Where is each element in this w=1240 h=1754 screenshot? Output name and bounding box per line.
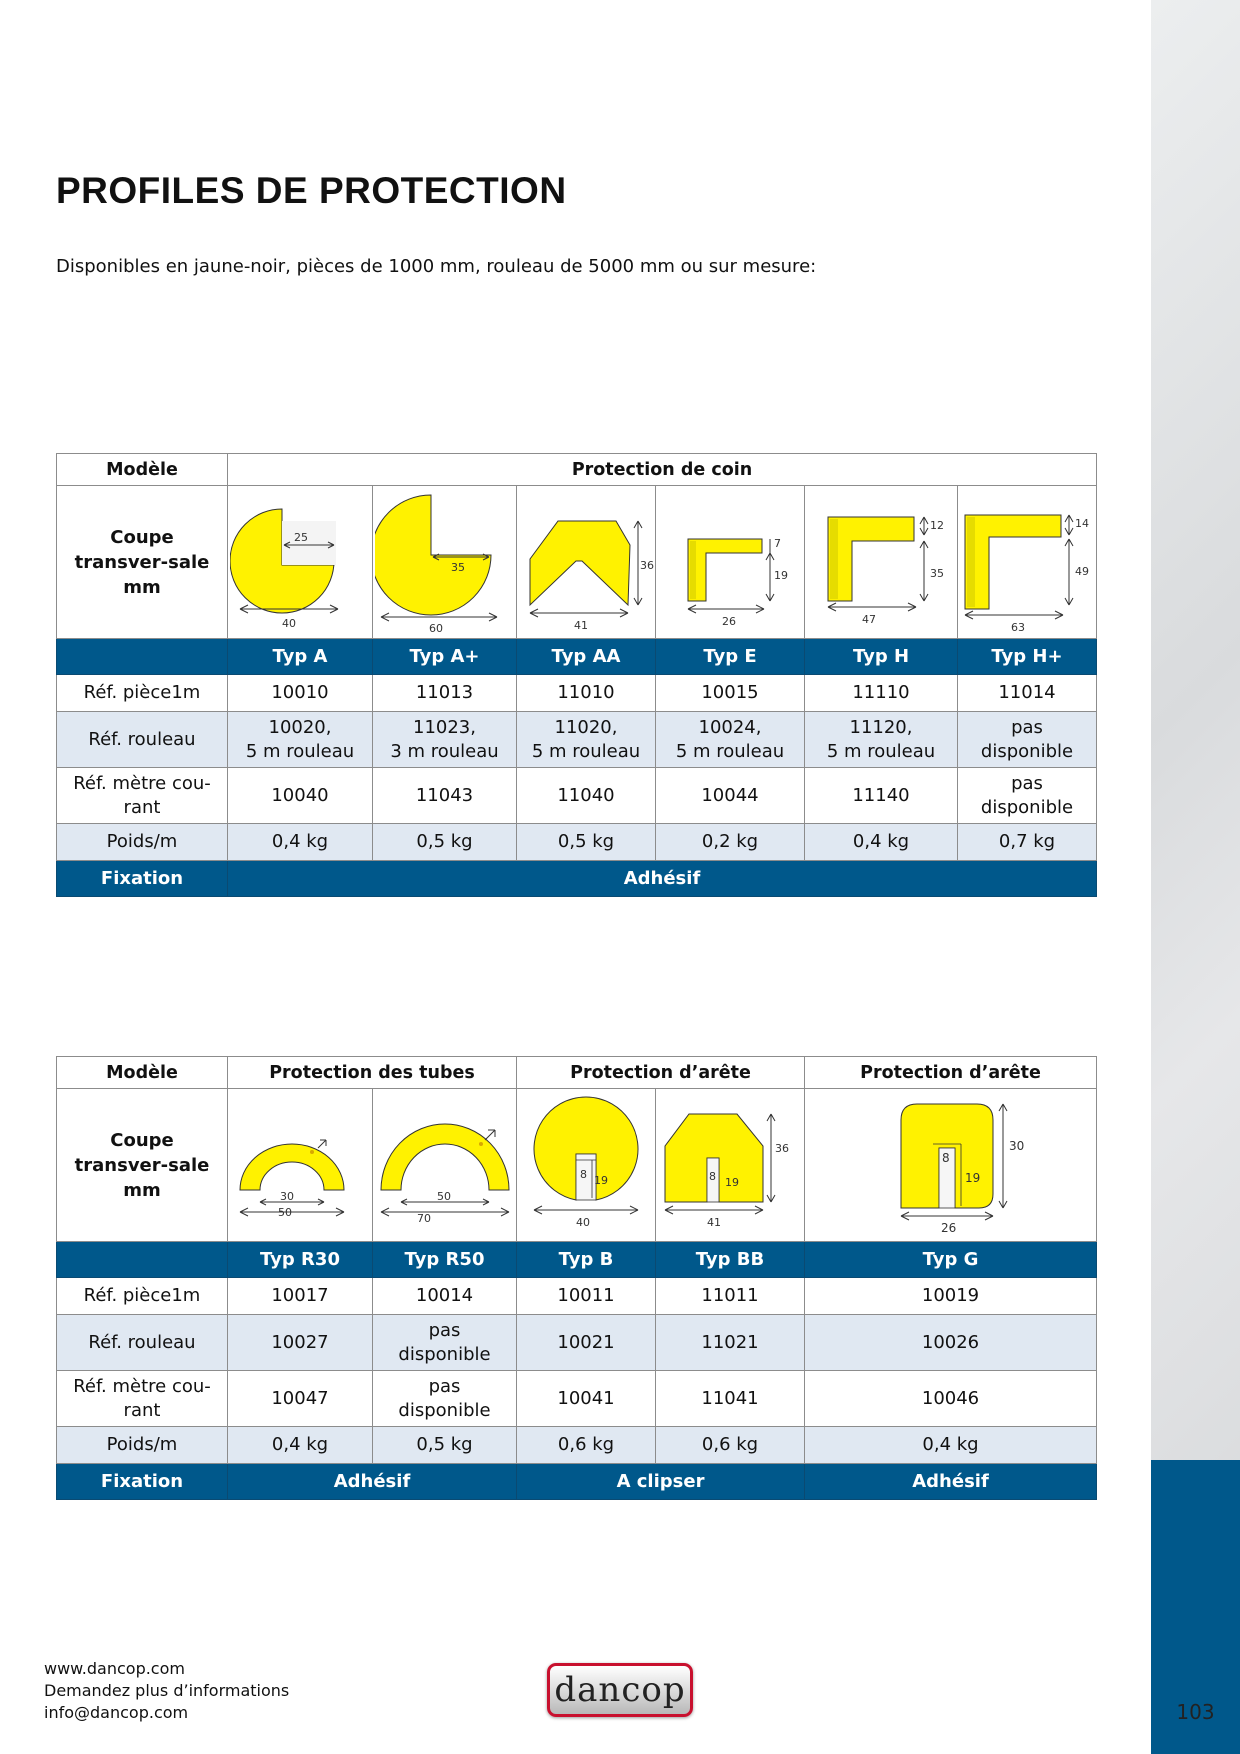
type-name: Typ BB (656, 1242, 805, 1278)
type-name: Typ A+ (373, 639, 517, 675)
poids-value: 0,4 kg (228, 824, 373, 861)
ref-rouleau-value: 10027 (228, 1315, 373, 1371)
svg-text:14: 14 (1075, 517, 1089, 530)
type-row-blank (57, 1242, 228, 1278)
profile-typ-a-plus-drawing (373, 486, 517, 639)
type-name: Typ H+ (958, 639, 1097, 675)
footer-info-text: Demandez plus d’informations (44, 1681, 290, 1700)
ref-rouleau-value: pas disponible (958, 712, 1097, 768)
svg-text:40: 40 (282, 617, 296, 630)
poids-value: 0,5 kg (373, 824, 517, 861)
ref-rouleau-value: 11023, 3 m rouleau (373, 712, 517, 768)
ref-metre-value: 10046 (805, 1371, 1097, 1427)
svg-text:35: 35 (450, 561, 465, 574)
ref-piece-value: 10019 (805, 1278, 1097, 1315)
page-subtitle: Disponibles en jaune-noir, pièces de 1000 mm, rouleau de 5000 mm ou sur mesure: (56, 256, 817, 277)
page-number: 103 (1176, 1700, 1215, 1724)
group-header: Protection d’arête (517, 1057, 805, 1089)
tube-edge-protection-table (56, 1056, 1097, 1500)
footer-email-link[interactable]: info@dancop.com (44, 1703, 189, 1722)
poids-value: 0,7 kg (958, 824, 1097, 861)
ref-rouleau-value: 11120, 5 m rouleau (805, 712, 958, 768)
ref-rouleau-value: 10020, 5 m rouleau (228, 712, 373, 768)
ref-metre-value: 11043 (373, 768, 517, 824)
poids-value: 0,4 kg (805, 824, 958, 861)
poids-value: 0,2 kg (656, 824, 805, 861)
poids-label: Poids/m (57, 1427, 228, 1464)
svg-text:19: 19 (964, 1171, 980, 1185)
ref-metre-value: 11041 (656, 1371, 805, 1427)
group-header: Protection de coin (228, 454, 1097, 486)
poids-value: 0,4 kg (228, 1427, 373, 1464)
svg-text:19: 19 (774, 569, 788, 582)
svg-text:25: 25 (294, 531, 308, 544)
profile-typ-aa-drawing (517, 486, 656, 639)
fixation-label: Fixation (57, 1464, 228, 1500)
ref-metre-label: Réf. mètre cou-rant (57, 768, 228, 824)
svg-text:35: 35 (930, 567, 944, 580)
ref-metre-value: 11140 (805, 768, 958, 824)
dancop-logo (547, 1663, 693, 1717)
fixation-value: Adhésif (805, 1464, 1097, 1500)
ref-rouleau-value: 10026 (805, 1315, 1097, 1371)
model-header: Modèle (57, 454, 228, 486)
profile-typ-g-drawing (805, 1089, 1097, 1242)
ref-piece-value: 10015 (656, 675, 805, 712)
ref-rouleau-value: 10024, 5 m rouleau (656, 712, 805, 768)
ref-metre-value: pas disponible (373, 1371, 517, 1427)
svg-text:30: 30 (280, 1190, 294, 1203)
ref-piece-value: 10014 (373, 1278, 517, 1315)
ref-piece-label: Réf. pièce1m (57, 675, 228, 712)
ref-piece-value: 11011 (656, 1278, 805, 1315)
svg-text:7: 7 (774, 537, 781, 550)
svg-text:8: 8 (709, 1170, 717, 1183)
poids-label: Poids/m (57, 824, 228, 861)
group-header: Protection d’arête (805, 1057, 1097, 1089)
svg-text:26: 26 (722, 615, 736, 628)
poids-value: 0,6 kg (517, 1427, 656, 1464)
svg-text:50: 50 (278, 1206, 292, 1219)
svg-text:30: 30 (1008, 1139, 1024, 1153)
svg-text:50: 50 (436, 1190, 451, 1203)
profile-typ-r50-drawing (373, 1089, 517, 1242)
ref-metre-value: 11040 (517, 768, 656, 824)
profile-typ-b-drawing (517, 1089, 656, 1242)
profile-typ-e-drawing (656, 486, 805, 639)
ref-rouleau-value: 11021 (656, 1315, 805, 1371)
ref-metre-value: 10047 (228, 1371, 373, 1427)
svg-text:8: 8 (580, 1168, 588, 1181)
type-name: Typ H (805, 639, 958, 675)
logo-text: dancop (554, 1670, 686, 1710)
svg-text:40: 40 (576, 1216, 591, 1229)
svg-text:41: 41 (707, 1216, 722, 1229)
fixation-label: Fixation (57, 861, 228, 897)
coupe-label: Coupe transver-sale mm (57, 1089, 228, 1242)
ref-piece-value: 10010 (228, 675, 373, 712)
page-title: PROFILES DE PROTECTION (56, 170, 567, 211)
svg-text:36: 36 (775, 1142, 790, 1155)
poids-value: 0,4 kg (805, 1427, 1097, 1464)
profile-typ-bb-drawing (656, 1089, 805, 1242)
ref-rouleau-label: Réf. rouleau (57, 1315, 228, 1371)
svg-text:70: 70 (416, 1212, 431, 1225)
profile-typ-a-drawing (228, 486, 373, 639)
svg-text:8: 8 (941, 1151, 950, 1165)
ref-metre-value: 10040 (228, 768, 373, 824)
profile-typ-h-drawing (805, 486, 958, 639)
svg-text:19: 19 (725, 1176, 740, 1189)
type-name: Typ R50 (373, 1242, 517, 1278)
svg-text:47: 47 (862, 613, 876, 626)
footer-website-link[interactable]: www.dancop.com (44, 1659, 185, 1678)
type-row-blank (57, 639, 228, 675)
svg-text:12: 12 (930, 519, 944, 532)
ref-rouleau-label: Réf. rouleau (57, 712, 228, 768)
svg-text:49: 49 (1075, 565, 1089, 578)
poids-value: 0,5 kg (517, 824, 656, 861)
type-name: Typ A (228, 639, 373, 675)
svg-text:19: 19 (594, 1174, 609, 1187)
model-header: Modèle (57, 1057, 228, 1089)
ref-piece-value: 11013 (373, 675, 517, 712)
poids-value: 0,6 kg (656, 1427, 805, 1464)
ref-piece-value: 11014 (958, 675, 1097, 712)
ref-piece-label: Réf. pièce1m (57, 1278, 228, 1315)
footer-contact (44, 1658, 289, 1724)
ref-rouleau-value: 11020, 5 m rouleau (517, 712, 656, 768)
svg-text:36: 36 (640, 559, 654, 572)
type-name: Typ R30 (228, 1242, 373, 1278)
ref-piece-value: 11010 (517, 675, 656, 712)
type-name: Typ E (656, 639, 805, 675)
ref-piece-value: 10017 (228, 1278, 373, 1315)
ref-metre-value: pas disponible (958, 768, 1097, 824)
fixation-value: A clipser (517, 1464, 805, 1500)
svg-text:63: 63 (1011, 621, 1025, 634)
ref-metre-value: 10044 (656, 768, 805, 824)
svg-text:26: 26 (940, 1221, 956, 1235)
ref-metre-value: 10041 (517, 1371, 656, 1427)
fixation-value: Adhésif (228, 861, 1097, 897)
ref-rouleau-value: 10021 (517, 1315, 656, 1371)
fixation-value: Adhésif (228, 1464, 517, 1500)
profile-typ-r30-drawing (228, 1089, 373, 1242)
profile-typ-h-plus-drawing (958, 486, 1097, 639)
type-name: Typ G (805, 1242, 1097, 1278)
corner-protection-table (56, 453, 1097, 897)
ref-piece-value: 10011 (517, 1278, 656, 1315)
ref-rouleau-value: pas disponible (373, 1315, 517, 1371)
ref-metre-label: Réf. mètre cou-rant (57, 1371, 228, 1427)
svg-text:41: 41 (574, 619, 588, 632)
svg-text:60: 60 (428, 622, 443, 635)
type-name: Typ AA (517, 639, 656, 675)
coupe-label: Coupe transver-sale mm (57, 486, 228, 639)
ref-piece-value: 11110 (805, 675, 958, 712)
group-header: Protection des tubes (228, 1057, 517, 1089)
poids-value: 0,5 kg (373, 1427, 517, 1464)
type-name: Typ B (517, 1242, 656, 1278)
